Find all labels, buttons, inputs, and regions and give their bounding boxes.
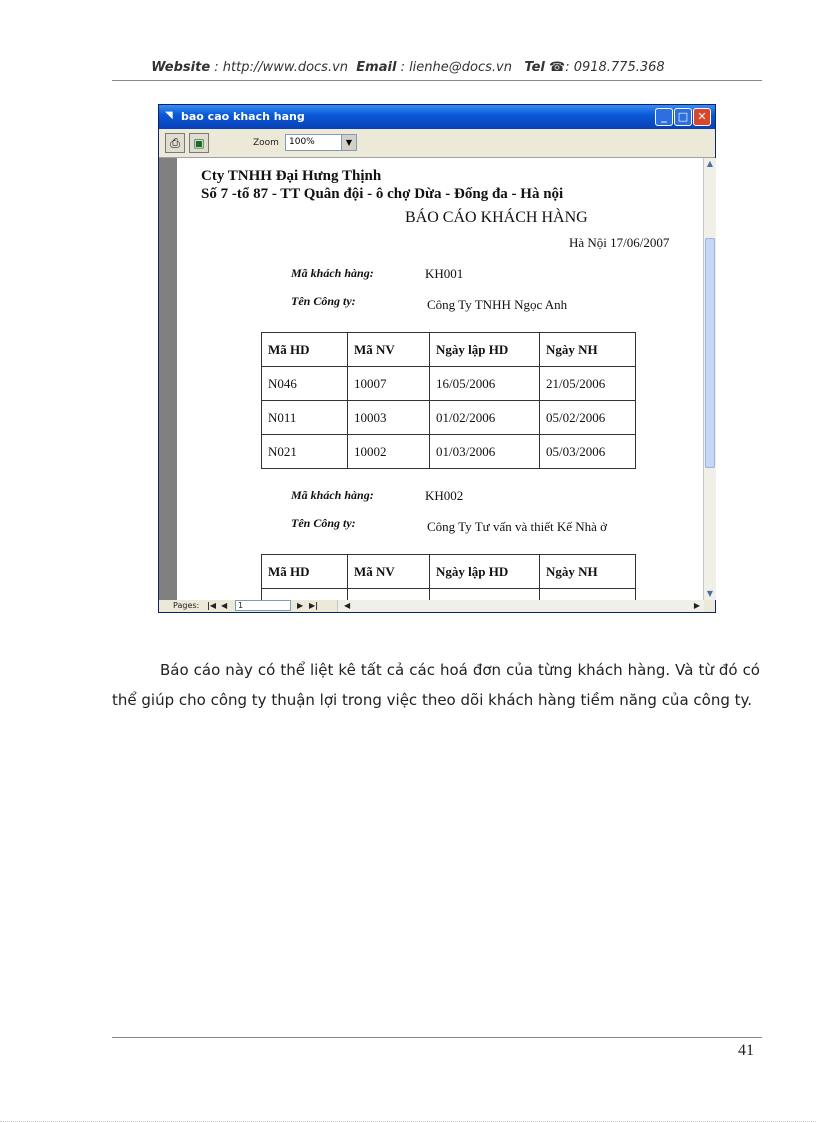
zoom-label: Zoom: [253, 138, 279, 148]
report-date: Hà Nội 17/06/2007: [569, 235, 670, 250]
vertical-scrollbar[interactable]: [703, 158, 716, 600]
table-cell: 10003: [348, 401, 430, 435]
status-bar: [159, 600, 715, 612]
table-cell: [348, 589, 430, 601]
customer-code-value: KH002: [425, 488, 464, 503]
table-cell: 10002: [348, 435, 430, 469]
table-cell: N046: [262, 367, 348, 401]
column-header: Ngày NH: [540, 555, 636, 589]
column-header: Mã HD: [262, 333, 348, 367]
customer-code-label: Mã khách hàng:: [291, 488, 374, 502]
table-cell: [262, 589, 348, 601]
column-header: Mã NV: [348, 333, 430, 367]
invoice-table: [261, 332, 636, 469]
window-app-icon: ◥: [165, 110, 173, 121]
email-value: : lienhe@docs.vn: [400, 60, 512, 75]
table-cell: 21/05/2006: [540, 367, 636, 401]
tel-label: Tel: [524, 60, 545, 75]
table-cell: 10007: [348, 367, 430, 401]
scroll-thumb[interactable]: [705, 238, 715, 468]
customer-code-label: Mã khách hàng:: [291, 266, 374, 280]
email-label: Email: [356, 60, 397, 75]
website-value: : http://www.docs.vn: [214, 60, 349, 75]
table-cell: 05/02/2006: [540, 401, 636, 435]
table-cell: [430, 589, 540, 601]
table-header-row: [262, 333, 636, 367]
company-name-label: Tên Công ty:: [291, 516, 356, 530]
table-cell: N021: [262, 435, 348, 469]
report-page: [177, 158, 703, 600]
scroll-down-icon[interactable]: ▼: [706, 589, 714, 598]
company-name-value: Công Ty TNHH Ngọc Anh: [427, 297, 568, 312]
table-row: [262, 435, 636, 469]
invoice-table: [261, 554, 636, 600]
last-page-icon[interactable]: ▶|: [309, 601, 319, 610]
column-header: Mã HD: [262, 555, 348, 589]
table-header-row: [262, 555, 636, 589]
website-label: Website: [151, 60, 211, 75]
page-number: 41: [738, 1042, 754, 1059]
footer-divider: [112, 1037, 762, 1038]
column-header: Mã NV: [348, 555, 430, 589]
zoom-select[interactable]: [285, 134, 357, 151]
table-row: [262, 589, 636, 601]
page-header: [0, 60, 816, 75]
prev-page-icon[interactable]: ◀: [221, 601, 228, 610]
company-address: Số 7 -tổ 87 - TT Quân đội - ô chợ Dừa - Đống đa - Hà nội: [201, 186, 564, 202]
page-bottom-border: [0, 1121, 816, 1122]
company-name: Cty TNHH Đại Hưng Thịnh: [201, 168, 382, 184]
page-number-input[interactable]: 1: [235, 600, 291, 611]
maximize-button[interactable]: □: [674, 108, 692, 126]
scroll-up-icon[interactable]: ▲: [706, 159, 714, 168]
title-bar[interactable]: [159, 105, 715, 129]
column-header: Ngày lập HD: [430, 333, 540, 367]
horizontal-scrollbar[interactable]: [337, 600, 704, 612]
first-page-icon[interactable]: |◀: [207, 601, 217, 610]
next-page-icon[interactable]: ▶: [297, 601, 304, 610]
page-setup-icon[interactable]: ▣: [189, 133, 209, 153]
table-cell: 01/02/2006: [430, 401, 540, 435]
report-preview-window: [158, 104, 716, 613]
header-divider: [112, 80, 762, 81]
phone-icon: ☎: [548, 60, 566, 75]
window-title: bao cao khach hang: [181, 110, 305, 123]
table-cell: 05/03/2006: [540, 435, 636, 469]
table-row: [262, 401, 636, 435]
body-paragraph-text: Báo cáo này có thể liệt kê tất cả các hoá đơn của từng khách hàng. Và từ đó có thể giúp cho công ty thuận lợi trong việc theo dõi khách hàng tiềm năng của công ty.: [112, 661, 760, 709]
report-title: BÁO CÁO KHÁCH HÀNG: [405, 209, 588, 226]
column-header: Ngày NH: [540, 333, 636, 367]
tel-value: : 0918.775.368: [565, 60, 665, 75]
table-cell: N011: [262, 401, 348, 435]
chevron-down-icon[interactable]: ▼: [341, 135, 356, 150]
toolbar: [159, 129, 715, 158]
pages-label: Pages:: [173, 601, 200, 610]
scroll-right-icon[interactable]: ▶: [693, 601, 700, 610]
table-cell: 16/05/2006: [430, 367, 540, 401]
company-name-label: Tên Công ty:: [291, 294, 356, 308]
company-name-value: Công Ty Tư vấn và thiết Kế Nhà ở: [427, 519, 608, 534]
print-icon[interactable]: ⎙: [165, 133, 185, 153]
report-viewport: [159, 158, 703, 600]
minimize-button[interactable]: _: [655, 108, 673, 126]
scroll-left-icon[interactable]: ◀: [344, 601, 351, 610]
body-paragraph: [112, 655, 760, 715]
table-cell: 01/03/2006: [430, 435, 540, 469]
table-cell: [540, 589, 636, 601]
customer-code-value: KH001: [425, 266, 464, 281]
close-button[interactable]: ✕: [693, 108, 711, 126]
zoom-value: 100%: [289, 137, 315, 147]
table-row: [262, 367, 636, 401]
column-header: Ngày lập HD: [430, 555, 540, 589]
